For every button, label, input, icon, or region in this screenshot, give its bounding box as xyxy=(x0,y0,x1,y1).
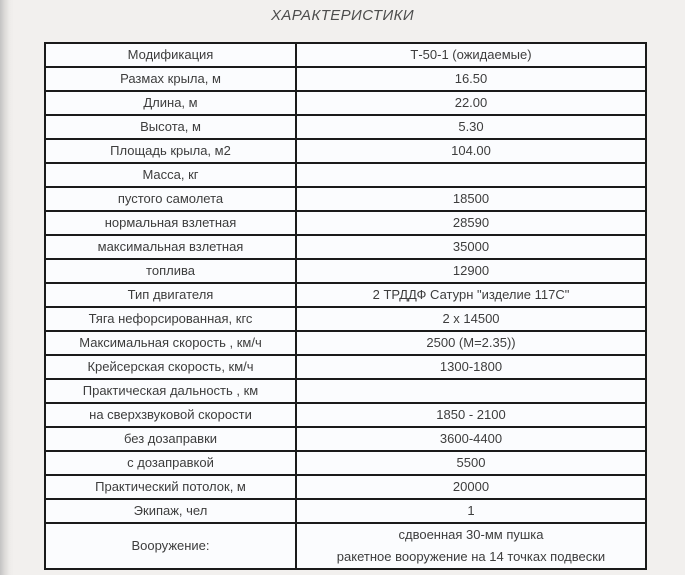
spec-label-cell: Тип двигателя xyxy=(45,283,296,307)
page-left-edge-shading xyxy=(0,0,14,575)
spec-label-cell: Масса, кг xyxy=(45,163,296,187)
spec-row xyxy=(45,451,646,475)
spec-label-cell: топлива xyxy=(45,259,296,283)
spec-label-cell: пустого самолета xyxy=(45,187,296,211)
spec-value-cell: 28590 xyxy=(296,211,646,235)
spec-row xyxy=(45,67,646,91)
spec-value-cell xyxy=(296,379,646,403)
spec-row xyxy=(45,115,646,139)
spec-value-cell: Т-50-1 (ожидаемые) xyxy=(296,43,646,67)
spec-label-cell: нормальная взлетная xyxy=(45,211,296,235)
spec-label-cell: Крейсерская скорость, км/ч xyxy=(45,355,296,379)
page-title: ХАРАКТЕРИСТИКИ xyxy=(271,7,414,24)
spec-label-cell: с дозаправкой xyxy=(45,451,296,475)
spec-row xyxy=(45,307,646,331)
spec-label-cell: Практический потолок, м xyxy=(45,475,296,499)
spec-row xyxy=(45,91,646,115)
spec-row xyxy=(45,43,646,67)
spec-label-cell: Максимальная скорость , км/ч xyxy=(45,331,296,355)
spec-row xyxy=(45,499,646,523)
spec-row xyxy=(45,163,646,187)
spec-value-cell: 2 х 14500 xyxy=(296,307,646,331)
spec-row xyxy=(45,187,646,211)
spec-row xyxy=(45,259,646,283)
spec-label-cell: Площадь крыла, м2 xyxy=(45,139,296,163)
spec-label-cell: Высота, м xyxy=(45,115,296,139)
spec-value-cell xyxy=(296,163,646,187)
spec-row xyxy=(45,379,646,403)
spec-value-cell: 12900 xyxy=(296,259,646,283)
spec-value-cell: сдвоенная 30-мм пушка ракетное вооружение на 14 точках подвески xyxy=(296,523,646,569)
spec-value-cell: 1 xyxy=(296,499,646,523)
spec-row xyxy=(45,211,646,235)
spec-value-cell: 1850 - 2100 xyxy=(296,403,646,427)
spec-value-cell: 2500 (М=2.35)) xyxy=(296,331,646,355)
spec-value-cell: 18500 xyxy=(296,187,646,211)
specifications-table xyxy=(44,42,647,570)
spec-row xyxy=(45,331,646,355)
spec-row xyxy=(45,235,646,259)
spec-value-cell: 5.30 xyxy=(296,115,646,139)
spec-label-cell: Модификация xyxy=(45,43,296,67)
spec-label-cell: Практическая дальность , км xyxy=(45,379,296,403)
spec-label-cell: без дозаправки xyxy=(45,427,296,451)
spec-table-body xyxy=(45,43,646,569)
spec-row xyxy=(45,355,646,379)
spec-label-cell: Тяга нефорсированная, кгс xyxy=(45,307,296,331)
spec-label-cell: Длина, м xyxy=(45,91,296,115)
spec-row xyxy=(45,403,646,427)
spec-label-cell: Экипаж, чел xyxy=(45,499,296,523)
spec-row xyxy=(45,283,646,307)
spec-row xyxy=(45,139,646,163)
spec-value-cell: 104.00 xyxy=(296,139,646,163)
spec-value-cell: 5500 xyxy=(296,451,646,475)
spec-row xyxy=(45,523,646,569)
spec-value-cell: 2 ТРДДФ Сатурн "изделие 117С" xyxy=(296,283,646,307)
spec-label-cell: Размах крыла, м xyxy=(45,67,296,91)
spec-label-cell: на сверхзвуковой скорости xyxy=(45,403,296,427)
spec-label-cell: максимальная взлетная xyxy=(45,235,296,259)
spec-label-cell: Вооружение: xyxy=(45,523,296,569)
spec-value-cell: 3600-4400 xyxy=(296,427,646,451)
spec-value-cell: 22.00 xyxy=(296,91,646,115)
spec-value-cell: 1300-1800 xyxy=(296,355,646,379)
spec-value-cell: 35000 xyxy=(296,235,646,259)
spec-value-cell: 20000 xyxy=(296,475,646,499)
spec-value-cell: 16.50 xyxy=(296,67,646,91)
spec-row xyxy=(45,475,646,499)
spec-row xyxy=(45,427,646,451)
